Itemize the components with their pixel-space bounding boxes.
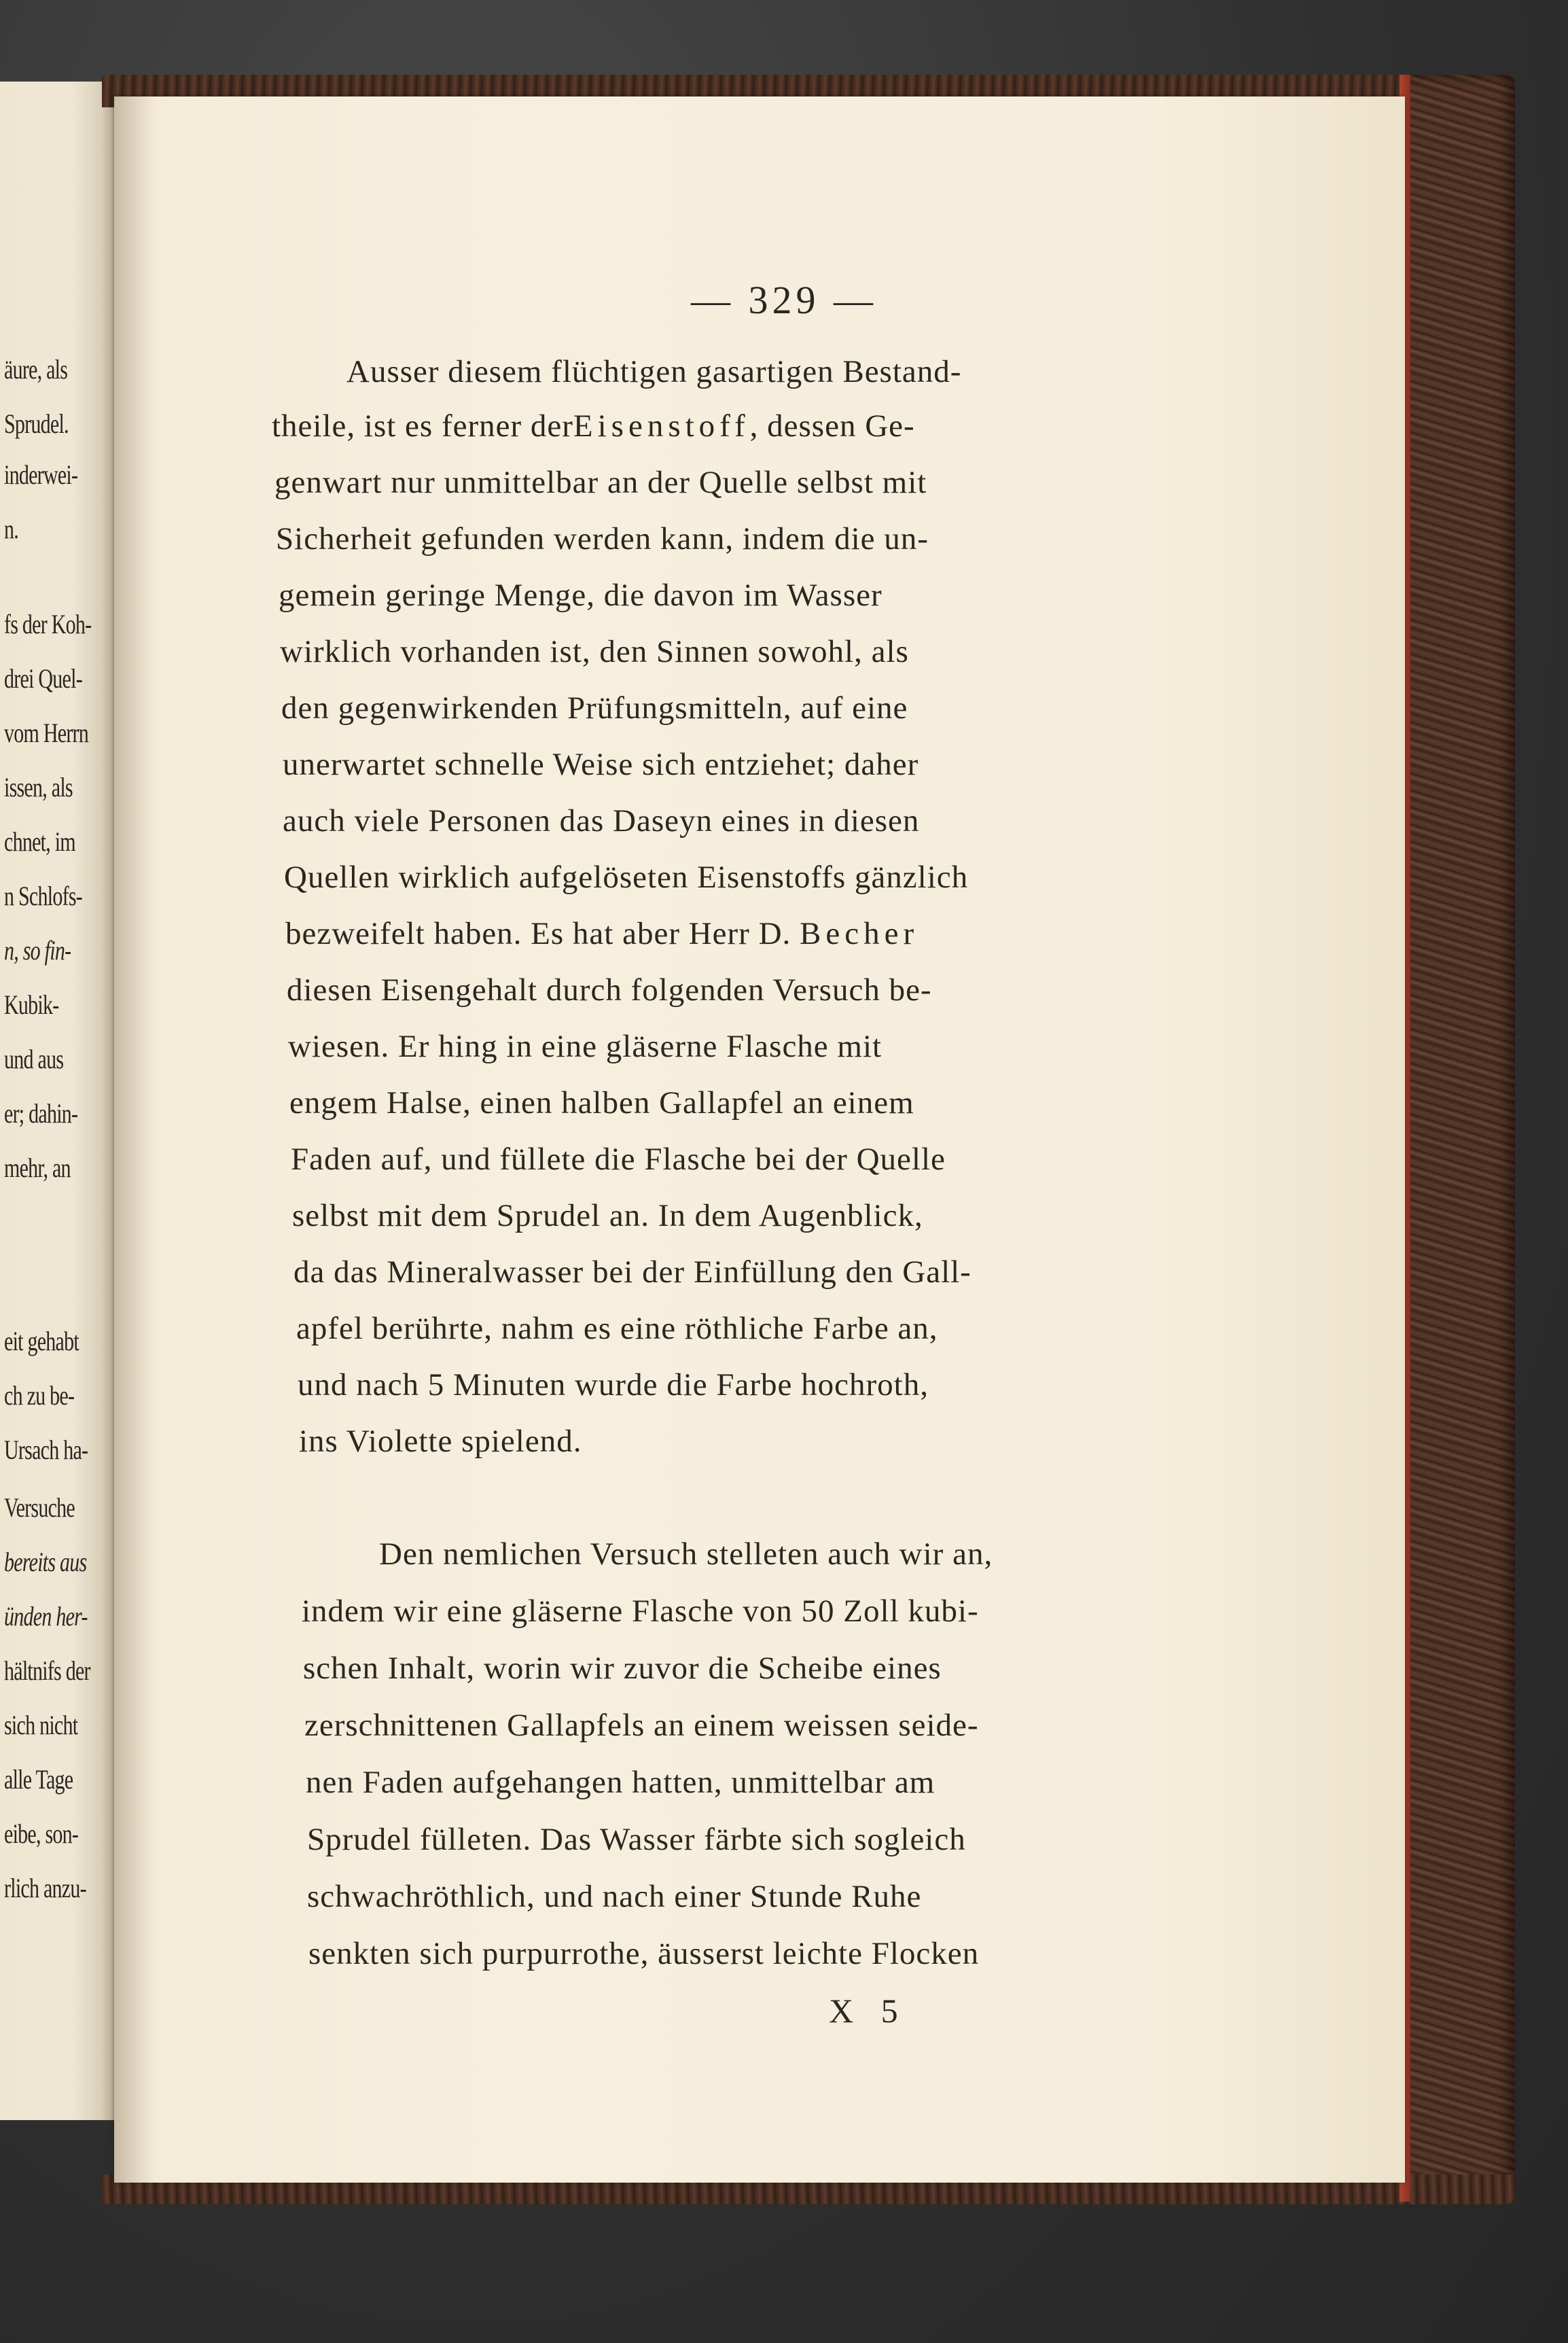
text-line: gemein geringe Menge, die davon im Wasser bbox=[279, 578, 883, 613]
left-line: Versuche bbox=[4, 1492, 75, 1523]
left-line: eit gehabt bbox=[4, 1326, 79, 1356]
text-line: den gegenwirkenden Prüfungsmitteln, auf eine bbox=[281, 690, 908, 726]
text-line: und nach 5 Minuten wurde die Farbe hochroth, bbox=[298, 1367, 929, 1403]
book-cover bbox=[1400, 75, 1515, 2202]
text-line: schwachröthlich, und nach einer Stunde Ruhe bbox=[307, 1879, 922, 1914]
left-line: issen, als bbox=[4, 772, 73, 803]
left-line: ünden her- bbox=[4, 1601, 88, 1632]
left-line: und aus bbox=[4, 1044, 64, 1074]
left-line: er; dahin- bbox=[4, 1098, 78, 1129]
left-line: fs der Koh- bbox=[4, 609, 92, 639]
left-line: sich nicht bbox=[4, 1710, 78, 1740]
left-line: inderwei- bbox=[4, 459, 78, 490]
left-line: hältnifs der bbox=[4, 1655, 90, 1686]
text-line: zerschnittenen Gallapfels an einem weissen seide- bbox=[304, 1708, 979, 1743]
left-line: drei Quel- bbox=[4, 663, 82, 694]
text-line bbox=[272, 408, 915, 444]
left-line: äure, als bbox=[4, 354, 68, 385]
text-line: Quellen wirklich aufgelöseten Eisenstoffs gänzlich bbox=[284, 860, 969, 895]
left-line: bereits aus bbox=[4, 1547, 87, 1577]
text-line: wiesen. Er hing in eine gläserne Flasche mit bbox=[288, 1029, 883, 1064]
text-line: unerwartet schnelle Weise sich entziehet; daher bbox=[283, 747, 919, 782]
left-line: alle Tage bbox=[4, 1764, 73, 1795]
text-line: apfel berührte, nahm es eine röthliche Farbe an, bbox=[296, 1311, 938, 1346]
text-line: engem Halse, einen halben Gallapfel an einem bbox=[289, 1085, 914, 1121]
left-line: vom Herrn bbox=[4, 718, 89, 748]
text-line: indem wir eine gläserne Flasche von 50 Zoll kubi- bbox=[302, 1593, 979, 1629]
left-line: Kubik- bbox=[4, 989, 59, 1020]
text-line bbox=[285, 915, 919, 952]
emphasized-name: Becher bbox=[800, 916, 919, 951]
text-segment: bezweifelt haben. Es hat aber Herr D. bbox=[285, 916, 791, 951]
left-line: eibe, son- bbox=[4, 1818, 79, 1849]
text-line: Den nemlichen Versuch stelleten auch wir an, bbox=[379, 1536, 993, 1572]
text-line: nen Faden aufgehangen hatten, unmittelbar am bbox=[306, 1765, 936, 1800]
previous-page-fragment bbox=[0, 82, 119, 2120]
emphasized-term: Eisenstoff bbox=[573, 408, 750, 444]
left-line: n Schlofs- bbox=[4, 881, 82, 911]
text-line: Sprudel fülleten. Das Wasser färbte sich sogleich bbox=[307, 1822, 966, 1857]
page-gutter-shadow bbox=[114, 96, 155, 2183]
text-line: schen Inhalt, worin wir zuvor die Scheibe eines bbox=[303, 1651, 942, 1686]
text-line: Ausser diesem flüchtigen gasartigen Bestand- bbox=[346, 354, 962, 389]
text-line: selbst mit dem Sprudel an. In dem Augenblick, bbox=[292, 1198, 923, 1233]
text-line: Faden auf, und füllete die Flasche bei der Quelle bbox=[291, 1142, 946, 1177]
text-line: Sicherheit gefunden werden kann, indem die un- bbox=[276, 521, 929, 557]
text-segment: theile, ist es ferner der bbox=[272, 408, 573, 444]
left-line: chnet, im bbox=[4, 826, 75, 857]
text-line: senkten sich purpurrothe, äusserst leichte Flocken bbox=[308, 1936, 980, 1971]
text-line: genwart nur unmittelbar an der Quelle selbst mit bbox=[274, 465, 927, 500]
text-line: da das Mineralwasser bei der Einfüllung den Gall- bbox=[293, 1254, 972, 1290]
text-line: diesen Eisengehalt durch folgenden Versuch be- bbox=[287, 972, 932, 1008]
left-line: n, so fin- bbox=[4, 935, 71, 966]
left-line: mehr, an bbox=[4, 1152, 71, 1183]
left-line: rlich anzu- bbox=[4, 1873, 86, 1903]
text-segment: , dessen Ge- bbox=[749, 408, 915, 444]
signature-mark: X 5 bbox=[829, 1992, 908, 2030]
left-line: Sprudel. bbox=[4, 408, 69, 439]
text-line: wirklich vorhanden ist, den Sinnen sowohl, als bbox=[280, 634, 909, 669]
text-line: ins Violette spielend. bbox=[299, 1424, 582, 1459]
left-line: Ursach ha- bbox=[4, 1434, 88, 1465]
left-line: ch zu be- bbox=[4, 1380, 75, 1411]
text-line: auch viele Personen das Daseyn eines in diesen bbox=[283, 803, 920, 839]
page-number-header: — 329 — bbox=[691, 278, 877, 322]
left-line: n. bbox=[4, 514, 18, 544]
